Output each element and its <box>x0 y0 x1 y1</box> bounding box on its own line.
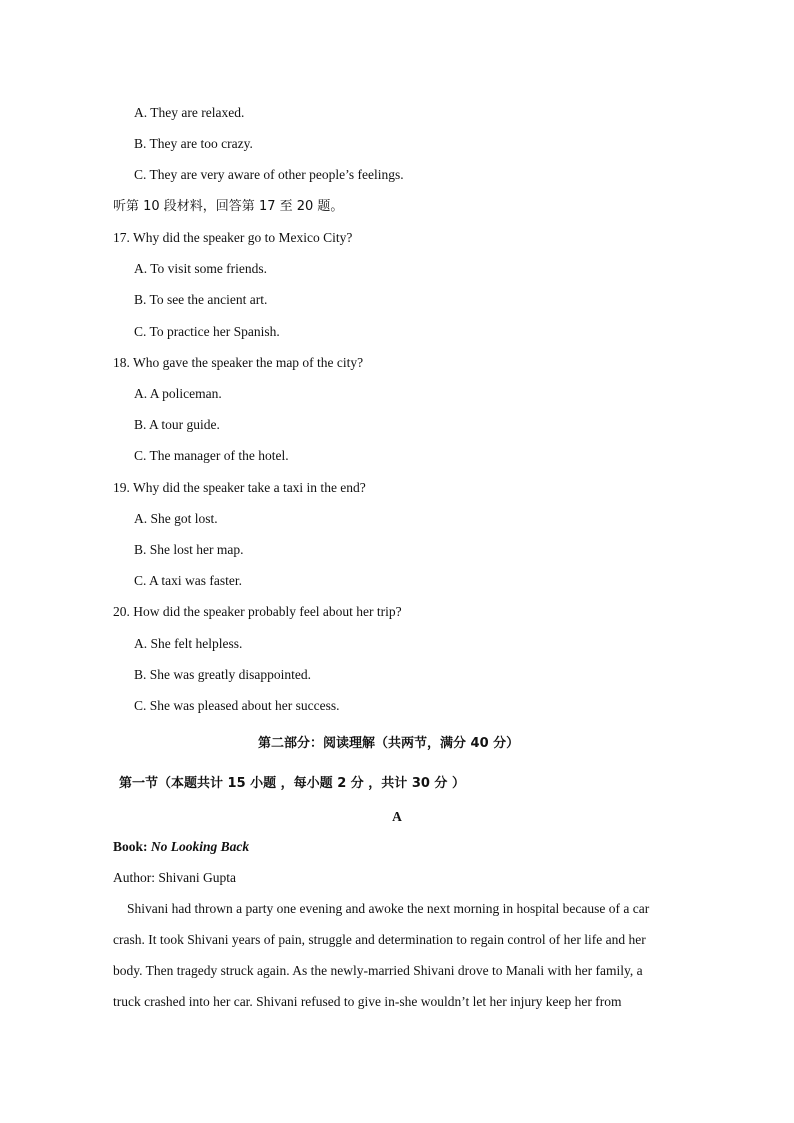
q16-option-b: B. They are too crazy. <box>134 136 253 151</box>
passage-line: body. Then tragedy struck again. As the newly-married Shivani drove to Manali with her family, a <box>113 963 643 978</box>
part2-heading: 第二部分：阅读理解（共两节，满分 40 分） <box>258 736 520 751</box>
q17-question: 17. Why did the speaker go to Mexico City? <box>113 230 353 245</box>
book-line <box>113 838 249 856</box>
section1-heading: 第一节（本题共计 15 小题 ，每小题 2 分 ，共计 30 分 ） <box>119 776 465 791</box>
q17-option-b: B. To see the ancient art. <box>134 292 268 307</box>
passage-line: truck crashed into her car. Shivani refused to give in-she wouldn’t let her injury keep her from <box>113 994 622 1009</box>
q18-option-c: C. The manager of the hotel. <box>134 448 289 463</box>
q19-option-b: B. She lost her map. <box>134 542 244 557</box>
q19-option-c: C. A taxi was faster. <box>134 573 242 588</box>
q18-option-a: A. A policeman. <box>134 386 222 401</box>
book-title: No Looking Back <box>150 839 250 854</box>
q16-option-c: C. They are very aware of other people’s feelings. <box>134 167 404 182</box>
q20-question: 20. How did the speaker probably feel about her trip? <box>113 604 402 619</box>
passage-line: crash. It took Shivani years of pain, struggle and determination to regain control of her life and her <box>113 932 646 947</box>
q18-option-b: B. A tour guide. <box>134 417 220 432</box>
author-line: Author: Shivani Gupta <box>113 870 236 885</box>
q18-question: 18. Who gave the speaker the map of the city? <box>113 355 364 370</box>
q17-option-a: A. To visit some friends. <box>134 261 268 276</box>
q16-option-a: A. They are relaxed. <box>134 105 245 120</box>
q19-question: 19. Why did the speaker take a taxi in the end? <box>113 480 366 495</box>
section10-instruction: 听第 10 段材料，回答第 17 至 20 题。 <box>113 199 344 214</box>
passage-body <box>113 893 673 1017</box>
q19-option-a: A. She got lost. <box>134 511 218 526</box>
q20-option-c: C. She was pleased about her success. <box>134 698 340 713</box>
book-label: Book: <box>113 839 151 854</box>
q20-option-b: B. She was greatly disappointed. <box>134 667 311 682</box>
q20-option-a: A. She felt helpless. <box>134 636 243 651</box>
passage-line: Shivani had thrown a party one evening and awoke the next morning in hospital because of a car <box>127 901 650 916</box>
q17-option-c: C. To practice her Spanish. <box>134 324 280 339</box>
passage-letter: A <box>392 809 402 824</box>
